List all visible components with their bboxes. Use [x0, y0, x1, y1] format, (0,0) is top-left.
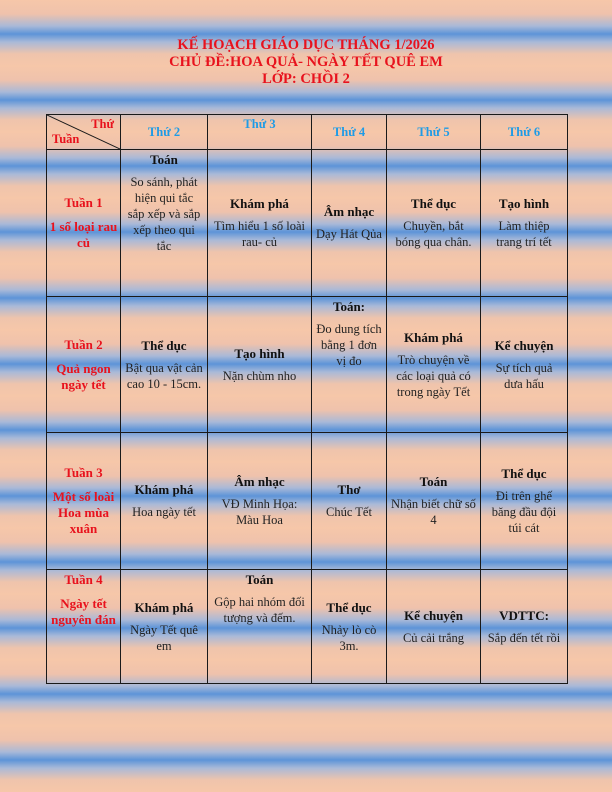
schedule-cell [121, 150, 208, 297]
subject: Toán: [332, 299, 366, 314]
schedule-cell [387, 150, 481, 297]
subject: Toán [150, 152, 178, 167]
week-name: Tuần 3 [64, 465, 103, 480]
schedule-cell [312, 433, 387, 570]
activity: Gộp hai nhóm đối tượng và đếm. [214, 595, 305, 625]
subject: Thơ [337, 482, 361, 497]
schedule-cell [481, 570, 568, 684]
week-name: Tuần 2 [64, 336, 103, 352]
schedule-cell [312, 297, 387, 433]
plan-theme: CHỦ ĐỀ:HOA QUẢ- NGÀY TẾT QUÊ EM [169, 54, 443, 70]
activity: Sự tích quả dưa hấu [495, 360, 553, 391]
week-name: Tuần 1 [64, 195, 103, 210]
week-row [47, 433, 568, 570]
week-name: Tuần 4 [64, 572, 103, 587]
schedule-cell [121, 297, 208, 433]
schedule-cell [312, 570, 387, 684]
header-row [47, 115, 568, 150]
schedule-cell [387, 297, 481, 433]
day-header: Thứ 4 [312, 115, 387, 150]
activity: Chúc Tết [326, 505, 372, 519]
subject: Thể dục [501, 466, 547, 481]
activity: Chuyền, bắt bóng qua chân. [395, 219, 472, 249]
week-row [47, 570, 568, 684]
title-block [0, 37, 612, 88]
corner-day-label: Thứ [91, 117, 114, 131]
subject: Tạo hình [234, 345, 285, 361]
subject: Thể dục [410, 196, 457, 211]
activity: VĐ Minh Họa: Màu Hoa [221, 497, 298, 527]
week-topic: Ngày tết nguyên đán [51, 596, 116, 627]
schedule-cell [481, 297, 568, 433]
week-cell [47, 150, 121, 297]
subject: Khám phá [230, 196, 289, 211]
subject: Toán [419, 474, 448, 489]
activity: Đo dung tích bằng 1 đơn vị đo [316, 322, 382, 368]
week-row [47, 150, 568, 297]
schedule-cell [121, 433, 208, 570]
subject: Kể chuyện [404, 607, 463, 623]
week-row [47, 297, 568, 433]
schedule-cell [121, 570, 208, 684]
week-topic: Quả ngon ngày tết [56, 360, 111, 392]
day-header: Thứ 2 [121, 115, 208, 150]
day-header: Thứ 5 [387, 115, 481, 150]
activity: Tìm hiểu 1 số loài rau- củ [214, 219, 305, 249]
activity: Bật qua vật cản cao 10 - 15cm. [125, 360, 203, 391]
schedule-cell [481, 433, 568, 570]
subject: Khám phá [134, 482, 194, 497]
corner-cell [47, 115, 121, 150]
plan-class: LỚP: CHỒI 2 [262, 71, 350, 87]
subject: Thể dục [141, 337, 187, 353]
activity: Đi trên ghế băng đầu đội túi cát [491, 489, 557, 535]
activity: Trò chuyện về các loại quả có trong ngày Tết [396, 352, 471, 399]
subject: VDTTC: [499, 607, 549, 623]
schedule-cell [387, 570, 481, 684]
subject: Khám phá [404, 329, 463, 345]
activity: Nặn chùm nho [222, 368, 297, 383]
week-topic: 1 số loại rau củ [49, 219, 118, 250]
week-cell [47, 297, 121, 433]
subject: Kể chuyện [494, 337, 554, 353]
subject: Tạo hình [498, 196, 550, 211]
schedule-cell [208, 150, 312, 297]
activity: Nhảy lò cò 3m. [321, 622, 377, 653]
schedule-cell [481, 150, 568, 297]
week-cell [47, 570, 121, 684]
week-cell [47, 433, 121, 570]
activity: Làm thiệp trang trí tết [496, 219, 552, 249]
activity: So sánh, phát hiện qui tắc sắp xếp và sắp xếp theo qui tắc [127, 175, 201, 253]
schedule-cell [208, 297, 312, 433]
schedule-cell [387, 433, 481, 570]
activity: Ngày Tết quê em [130, 622, 198, 653]
day-header: Thứ 6 [481, 115, 568, 150]
activity: Dạy Hát Qủa [316, 227, 382, 241]
schedule-table [46, 114, 568, 684]
subject: Âm nhạc [323, 204, 375, 219]
subject: Khám phá [134, 599, 194, 615]
schedule-cell [312, 150, 387, 297]
schedule-cell [208, 433, 312, 570]
activity: Hoa ngày tết [132, 505, 196, 519]
activity: Sắp đến tết rồi [487, 630, 561, 645]
subject: Toán [245, 572, 274, 587]
subject: Âm nhạc [234, 474, 285, 489]
corner-week-label: Tuần [52, 132, 80, 146]
subject: Thể dục [326, 599, 372, 615]
week-topic: Một số loài Hoa mùa xuân [52, 489, 115, 536]
day-header: Thứ 3 [208, 115, 312, 150]
plan-title: KẾ HOẠCH GIÁO DỤC THÁNG 1/2026 [177, 37, 435, 53]
activity: Nhận biết chữ số 4 [391, 497, 476, 527]
activity: Củ cải trắng [402, 630, 465, 645]
schedule-cell [208, 570, 312, 684]
